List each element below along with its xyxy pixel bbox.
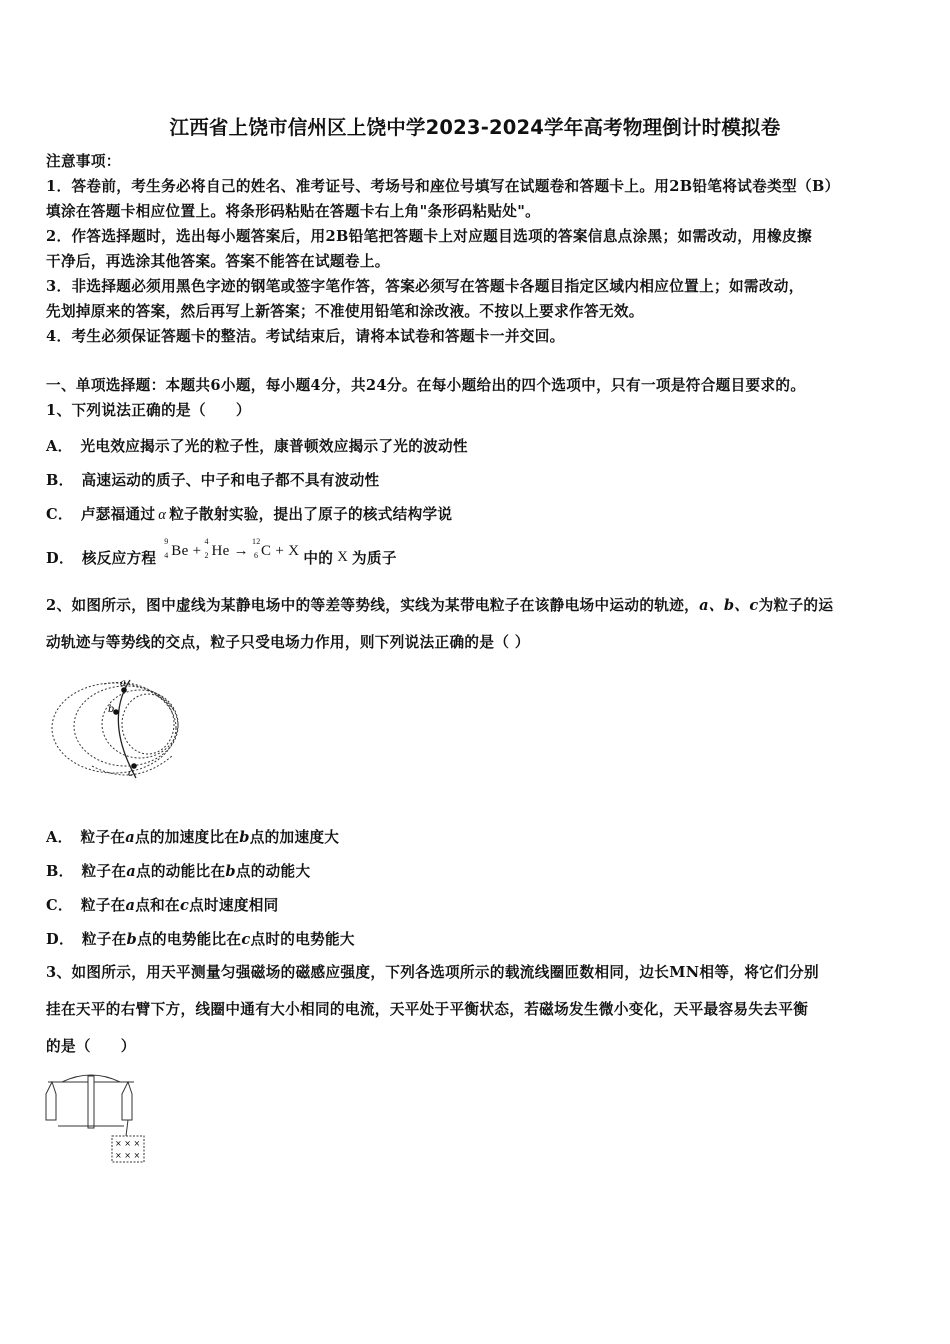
option-text: 粒子在 [80,897,126,914]
q1-option-b[interactable] [46,469,379,490]
option-text: 粒子在 [81,931,127,948]
option-text: 粒子在 [81,863,127,880]
notice-line: 1．答卷前，考生务必将自己的姓名、准考证号、考场号和座位号填写在试题卷和答题卡上。用2B铅笔将试卷类型（B） [46,178,840,195]
option-letter: A． [46,829,73,846]
plus-sign: + [192,543,202,559]
option-letter: A． [46,438,73,455]
option-letter: D． [46,550,74,567]
point-c-label: c [128,768,134,779]
option-text: 点的加速度大 [249,829,340,846]
option-text: 点的电势能比在 [137,931,242,948]
notice-line: 先划掉原来的答案，然后再写上新答案；不准使用铅笔和涂改液。不按以上要求作答无效。 [46,303,644,320]
he-charge: 2 [204,551,209,560]
option-letter: C． [46,506,73,523]
alpha-symbol: α [158,507,167,523]
option-text: 光电效应揭示了光的粒子性，康普顿效应揭示了光的波动性 [80,438,468,455]
option-text: 点时速度相同 [189,897,279,914]
option-letter: B． [46,863,74,880]
q2-option-a[interactable] [46,826,339,847]
c-charge: 6 [253,551,259,560]
q2-option-d[interactable] [46,928,355,949]
option-letter: B． [46,472,74,489]
section-heading: 一、单项选择题：本题共6小题，每小题4分，共24分。在每小题给出的四个选项中，只有一项是符合题目要求的。 [46,377,806,394]
notice-heading: 注意事项： [46,153,121,170]
notice-line: 4．考生必须保证答题卡的整洁。考试结束后，请将本试卷和答题卡一并交回。 [46,328,565,345]
option-var: b [126,931,138,948]
field-row: × × × [115,1151,141,1160]
option-text: 点的动能大 [235,863,311,880]
option-letter: D． [46,931,74,948]
equipotential-figure [44,670,194,790]
x-symbol: X [288,543,300,559]
page-title: 江西省上饶市信州区上饶中学2023-2024学年高考物理倒计时模拟卷 [169,116,781,139]
q1-option-a[interactable] [46,435,468,456]
question-3-stem: 3、如图所示，用天平测量匀强磁场的磁感应强度，下列各选项所示的载流线圈匝数相同，边长MN相等，将它们分别 [46,964,819,981]
q1-option-c[interactable] [46,503,452,524]
option-text: 点和在 [135,897,180,914]
option-var: c [241,931,251,948]
notice-line: 干净后，再选涂其他答案。答案不能答在试题卷上。 [46,253,390,270]
be-mass: 9 [164,537,169,546]
he-mass: 4 [204,537,209,546]
question-2-stem [46,596,916,616]
option-var: c [179,897,190,914]
x-symbol: X [337,549,349,565]
option-text: 点时的电势能大 [250,931,355,948]
be-symbol: Be [171,543,189,559]
stem-vars: a、b、c [699,597,759,614]
option-text: 卢瑟福通过 [80,506,156,523]
notice-line: 填涂在答题卡相应位置上。将条形码粘贴在答题卡右上角"条形码粘贴处"。 [46,203,541,220]
q1-option-d[interactable] [46,537,397,568]
option-letter: C． [46,897,73,914]
he-symbol: He [211,543,230,559]
option-text: 为质子 [352,550,397,567]
option-var: b [239,829,250,846]
option-text: 粒子在 [80,829,126,846]
option-var: a [126,863,136,880]
option-var: a [125,897,136,914]
option-text: 粒子散射实验，提出了原子的核式结构学说 [169,506,453,523]
field-row: × × × [115,1139,141,1148]
point-b-label: b [108,704,115,715]
option-var: b [225,863,236,880]
nuclear-equation [164,537,303,560]
c-symbol: C [260,543,272,559]
q2-option-c[interactable] [46,894,279,915]
stem-text: 为粒子的运 [758,597,834,614]
balance-figure [42,1068,152,1166]
option-text: 高速运动的质子、中子和电子都不具有波动性 [81,472,380,489]
stem-text: 2、如图所示，图中虚线为某静电场中的等差等势线，实线为某带电粒子在该静电场中运动的轨迹， [46,597,700,614]
option-var: a [125,829,135,846]
option-text: 核反应方程 [81,550,157,567]
notice-line: 2．作答选择题时，选出每小题答案后，用2B铅笔把答题卡上对应题目选项的答案信息点涂黑；如需改动，用橡皮擦 [46,228,812,245]
c-mass: 12 [251,537,261,546]
point-a-label: a [120,678,126,689]
plus-sign: + [275,543,285,559]
arrow: → [233,543,249,559]
q2-option-b[interactable] [46,860,310,881]
be-charge: 4 [164,551,169,560]
option-text: 点的动能比在 [135,863,226,880]
question-3-stem-line3: 的是（ ） [46,1038,136,1055]
question-2-stem-line2: 动轨迹与等势线的交点，粒子只受电场力作用，则下列说法正确的是（ ） [46,634,530,651]
question-1-stem: 1、下列说法正确的是（ ） [46,402,251,419]
question-3-stem-line2: 挂在天平的右臂下方，线圈中通有大小相同的电流，天平处于平衡状态，若磁场发生微小变化，天平最容易失去平衡 [46,1001,809,1018]
option-text: 点的加速度比在 [134,829,240,846]
option-text: 中的 [303,550,334,567]
notice-line: 3．非选择题必须用黑色字迹的钢笔或签字笔作答，答案必须写在答题卡各题目指定区域内相应位置上；如需改动， [46,278,804,295]
